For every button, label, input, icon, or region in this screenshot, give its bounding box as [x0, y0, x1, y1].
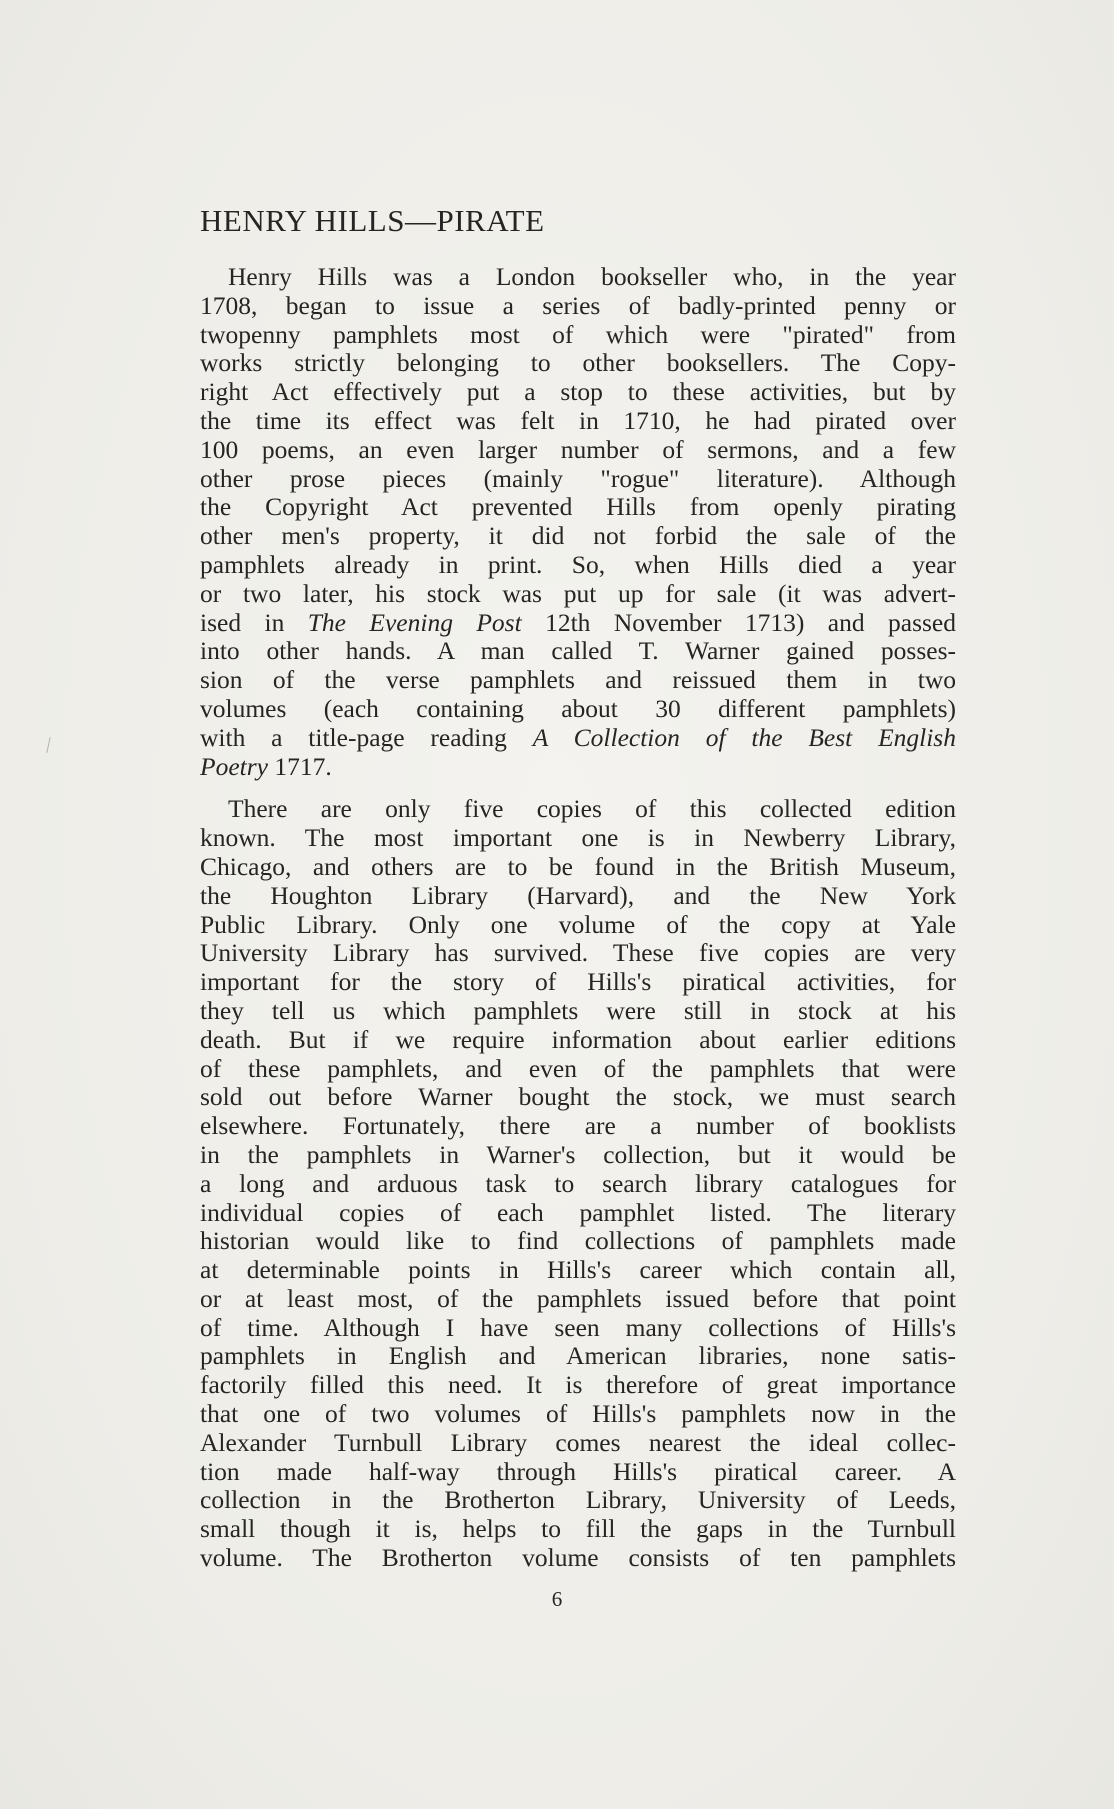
text-run: ised in — [200, 607, 308, 637]
text-line: that one of two volumes of Hills's pamphlets now in the — [200, 1399, 956, 1429]
text-line: 1708, began to issue a series of badly-printed penny or — [200, 290, 956, 320]
text-line: important for the story of Hills's piratical activities, for — [200, 967, 956, 997]
text-line: death. But if we require information about earlier editions — [200, 1024, 956, 1054]
text-run: 12th November 1713) and passed — [521, 607, 956, 637]
text-line — [200, 724, 956, 753]
text-line: the time its effect was felt in 1710, he had pirated over — [200, 405, 956, 435]
text-line: of these pamphlets, and even of the pamphlets that were — [200, 1053, 956, 1083]
text-line: at determinable points in Hills's career which contain all, — [200, 1255, 956, 1285]
text-line: Public Library. Only one volume of the copy at Yale — [200, 909, 956, 939]
text-line: a long and arduous task to search library catalogues for — [200, 1168, 956, 1198]
body-text — [200, 263, 956, 1573]
text-run: 1717. — [267, 751, 332, 781]
text-line: tion made half-way through Hills's piratical career. A — [200, 1456, 956, 1486]
paragraph-gap — [200, 781, 956, 795]
text-line: University Library has survived. These five copies are very — [200, 938, 956, 968]
text-line: historian would like to find collections of pamphlets made — [200, 1226, 956, 1256]
text-line: in the pamphlets in Warner's collection, but it would be — [200, 1139, 956, 1169]
text-line: other prose pieces (mainly "rogue" literature). Although — [200, 463, 956, 493]
text-line: twopenny pamphlets most of which were "pirated" from — [200, 319, 956, 349]
text-line: factorily filled this need. It is therefore of great importance — [200, 1370, 956, 1400]
book-title: Poetry — [200, 751, 268, 781]
text-line: small though it is, helps to fill the gaps in the Turnbull — [200, 1514, 956, 1544]
text-line: sold out before Warner bought the stock, we must search — [200, 1082, 956, 1112]
text-line: they tell us which pamphlets were still in stock at his — [200, 995, 956, 1025]
newspaper-title: The Evening Post — [307, 607, 522, 637]
text-line: or at least most, of the pamphlets issued before that point — [200, 1283, 956, 1313]
text-line: the Copyright Act prevented Hills from openly pirating — [200, 492, 956, 522]
text-line: 100 poems, an even larger number of sermons, and a few — [200, 434, 956, 464]
page-number: 6 — [551, 1587, 563, 1611]
text-line: known. The most important one is in Newberry Library, — [200, 823, 956, 853]
text-line: There are only five copies of this collected edition — [228, 794, 956, 824]
text-line: elsewhere. Fortunately, there are a number of booklists — [200, 1111, 956, 1141]
book-title: A Collection of the Best English — [532, 722, 956, 752]
text-line: volume. The Brotherton volume consists of ten pamphlets — [200, 1543, 956, 1573]
text-line: other men's property, it did not forbid the sale of the — [200, 521, 956, 551]
text-line: works strictly belonging to other booksellers. The Copy- — [200, 348, 956, 378]
text-line: right Act effectively put a stop to these activities, but by — [200, 377, 956, 407]
text-line: Chicago, and others are to be found in the British Museum, — [200, 851, 956, 881]
text-line: or two later, his stock was put up for sale (it was advert- — [200, 578, 956, 608]
text-line: Henry Hills was a London bookseller who, in the year — [228, 262, 956, 291]
text-line: sion of the verse pamphlets and reissued them in two — [200, 665, 956, 695]
page-title: HENRY HILLS—PIRATE — [200, 203, 545, 238]
text-line: of time. Although I have seen many collections of Hills's — [200, 1312, 956, 1342]
text-line — [200, 609, 956, 638]
text-line — [200, 753, 956, 782]
text-line: pamphlets in English and American libraries, none satis- — [200, 1341, 956, 1371]
text-line: into other hands. A man called T. Warner gained posses- — [200, 636, 956, 666]
text-line: Alexander Turnbull Library comes nearest the ideal collec- — [200, 1427, 956, 1457]
text-line: volumes (each containing about 30 different pamphlets) — [200, 693, 956, 723]
text-line: individual copies of each pamphlet listed. The literary — [200, 1197, 956, 1227]
text-line: collection in the Brotherton Library, University of Leeds, — [200, 1485, 956, 1515]
text-line: pamphlets already in print. So, when Hills died a year — [200, 549, 956, 579]
text-run: with a title-page reading — [200, 722, 533, 752]
margin-pencil-mark — [46, 737, 50, 753]
text-line: the Houghton Library (Harvard), and the New York — [200, 880, 956, 910]
